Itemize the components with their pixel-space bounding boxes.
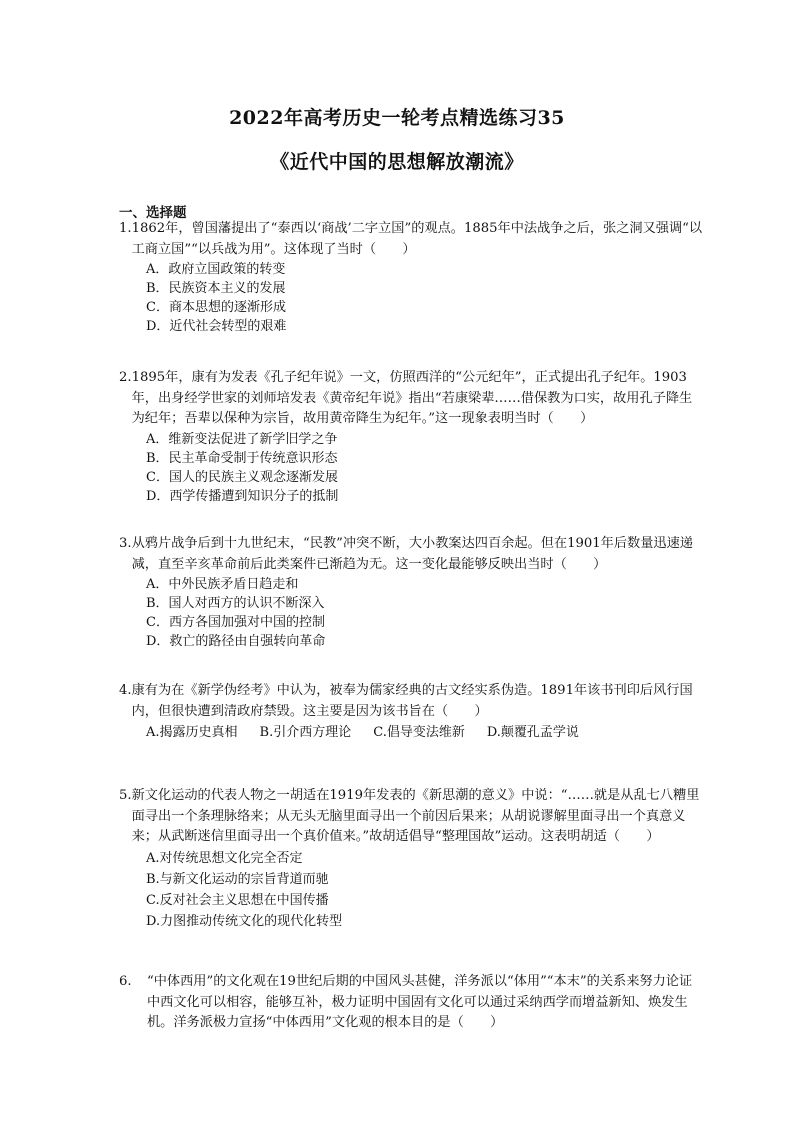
question-number: 1.: [119, 221, 132, 236]
option-d[interactable]: D．近代社会转型的艰难: [146, 319, 287, 334]
option-c[interactable]: C．西方各国加强对中国的控制: [146, 615, 325, 630]
question-stem: 新文化运动的代表人物之一胡适在1919年发表的《新思潮的意义》中说：“……就是从乱七八糟里面寻出一个条理脉络来；从无头无脑里面寻出一个前因后果来；从胡说谬解里面寻出一个真意义来；从武断迷信里面寻出一个真价值来。”故胡适倡导“整理国故”运动。这表明胡适（ ）: [131, 788, 700, 844]
option-c[interactable]: C．国人的民族主义观念逐渐发展: [146, 469, 338, 485]
section-heading: 一、选择题: [119, 205, 187, 221]
question-number: 5.: [119, 788, 132, 803]
question-number: 2.: [119, 370, 132, 385]
option-a[interactable]: A．政府立国政策的转变: [146, 262, 286, 277]
page-subtitle: 《近代中国的思想解放潮流》: [270, 151, 524, 173]
option-a[interactable]: A．维新变法促进了新学旧学之争: [146, 431, 338, 447]
question-number: 3.: [119, 536, 132, 551]
option-d[interactable]: D．救亡的路径由自强转向革命: [146, 634, 326, 649]
question-2: [119, 368, 704, 506]
question-stem: 1895年，康有为发表《孔子纪年说》一文，仿照西洋的“公元纪年”，正式提出孔子纪年。1903年，出身经学世家的刘师培发表《黄帝纪年说》指出“若康梁辈……借保教为口实，故用孔子降生为纪年；吾辈以保种为宗旨，故用黄帝降生为纪年。”这一现象表明当时（ ）: [131, 370, 693, 426]
question-3: [119, 534, 704, 651]
question-number: 6.: [119, 974, 132, 989]
option-b[interactable]: B．国人对西方的认识不断深入: [146, 596, 325, 611]
option-d[interactable]: D.力图推动传统文化的现代化转型: [146, 913, 343, 929]
question-4: [119, 681, 704, 743]
option-a[interactable]: A.揭露历史真相: [146, 725, 238, 740]
option-c[interactable]: C．商本思想的逐渐形成: [146, 300, 286, 315]
page-title: 2022年高考历史一轮考点精选练习35: [229, 107, 565, 129]
option-c[interactable]: C.反对社会主义思想在中国传播: [146, 892, 329, 908]
option-b[interactable]: B．民主革命受制于传统意识形态: [146, 450, 338, 466]
option-c[interactable]: C.倡导变法维新: [373, 725, 465, 740]
question-1: [119, 219, 704, 336]
question-stem: 康有为在《新学伪经考》中认为，被奉为儒家经典的古文经实系伪造。1891年该书刊印后风行国内，但很快遭到清政府禁毁。这主要是因为该书旨在（ ）: [131, 683, 693, 719]
option-b[interactable]: B.与新文化运动的宗旨背道而驰: [146, 871, 329, 887]
question-stem: “中体西用”的文化观在19世纪后期的中国风头甚健，洋务派以“体用”“本末”的关系来努力论证中西文化可以相容，能够互补，极力证明中国固有文化可以通过采纳西学而增益新知、焕发生机。洋务派极力宣扬“中体西用”文化观的根本目的是（ ）: [147, 974, 693, 1030]
option-d[interactable]: D.颠覆孔孟学说: [486, 725, 579, 740]
question-stem: 1862年，曾国藩提出了“泰西以‘商战’二字立国”的观点。1885年中法战争之后，张之洞又强调“以工商立国”“以兵战为用”。这体现了当时（ ）: [131, 221, 703, 257]
question-5: [119, 786, 704, 932]
option-a[interactable]: A.对传统思想文化完全否定: [146, 850, 303, 866]
option-a[interactable]: A．中外民族矛盾日趋走和: [146, 577, 299, 592]
option-b[interactable]: B．民族资本主义的发展: [146, 281, 286, 296]
question-stem: 从鸦片战争后到十九世纪末，“民教”冲突不断，大小教案达四百余起。但在1901年后数量迅速递减，直至辛亥革命前后此类案件已渐趋为无。这一变化最能够反映出当时（ ）: [131, 536, 693, 572]
option-b[interactable]: B.引介西方理论: [259, 725, 352, 740]
option-d[interactable]: D．西学传播遭到知识分子的抵制: [146, 488, 339, 504]
question-number: 4.: [119, 683, 132, 698]
question-6: [119, 972, 704, 1034]
